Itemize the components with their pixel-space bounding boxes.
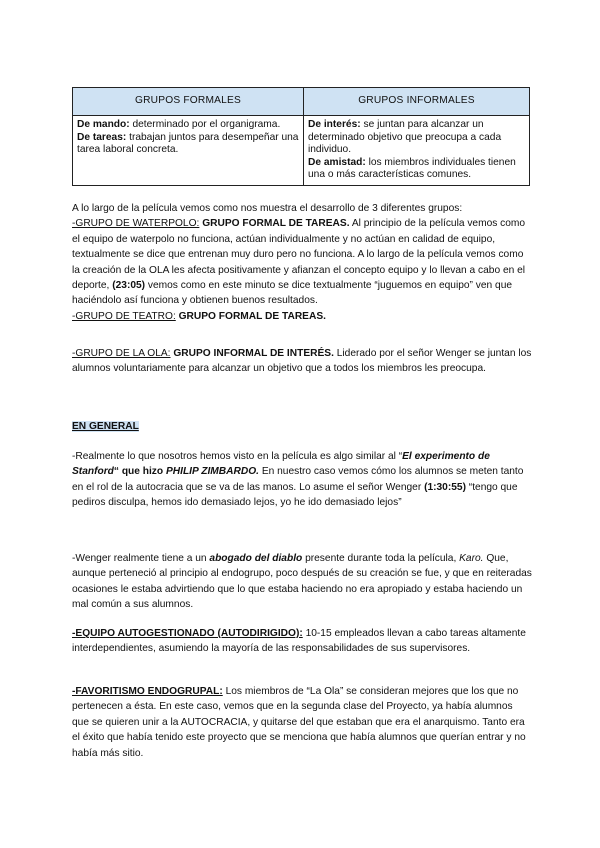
ola-type: GRUPO INFORMAL DE INTERÉS. [170,348,334,359]
formal-text: determinado por el organigrama. [129,119,281,130]
formal-item [77,132,299,157]
waterpolo-label: -GRUPO DE WATERPOLO: [72,218,200,230]
formal-term: De mando: [77,119,130,130]
waterpolo-type: GRUPO FORMAL DE TAREAS. [199,218,350,230]
informal-text: se juntan para alcanzar un determinado objetivo que preocupa a cada individuo. [308,119,502,156]
intro-paragraph: A lo largo de la película vemos como nos muestra el desarrollo de 3 diferentes grupos: [72,203,463,214]
stanford-section [72,449,532,511]
informal-cell [304,116,530,186]
stanford-quote-end: “ que hizo [113,466,166,478]
self-managed-paragraph [72,626,532,657]
formal-text: trabajan juntos para desempeñar una tarea laboral concreta. [77,131,299,156]
general-heading: EN GENERAL [72,421,139,432]
table-header-row [73,88,530,116]
devils-advocate-section [72,551,532,613]
general-heading-block [72,419,532,434]
informal-item [308,119,525,157]
self-managed-text: 10-15 empleados llevan a cabo tareas altamente interdependientes, asumiendo la mayoría de las responsabilidades de sus supervisores. [72,628,526,655]
favoritism-label: -FAVORITISMO ENDOGRUPAL: [72,686,223,697]
devils-advocate-paragraph [72,551,532,613]
self-managed-section [72,626,532,657]
wenger-timestamp: (1:30:55) [424,481,466,493]
informal-item [308,157,525,182]
informal-text: los miembros individuales tienen una o más características comunes. [308,156,516,181]
ola-paragraph [72,346,532,377]
table-row [73,116,530,186]
informal-term: De interés: [308,119,361,130]
favoritism-paragraph [72,684,532,761]
stanford-experiment: El experimento de Stanford [72,451,490,478]
devils-text-2: presente durante toda la película, [302,553,460,564]
header-formal: GRUPOS FORMALES [73,88,304,116]
devils-advocate-term: abogado del diablo [209,553,303,564]
ola-text: Liderado por el señor Wenger se juntan los alumnos voluntariamente para alcanzar un objetivo que a todos los miembros les preocupa. [72,348,532,375]
header-informal: GRUPOS INFORMALES [304,88,530,116]
zimbardo-name: PHILIP ZIMBARDO. [165,466,259,478]
wenger-quote: “tengo que pediros disculpa, hemos ido demasiado lejos, yo he ido demasiado lejos” [72,481,518,509]
devils-text-3: Que, aunque perteneció al principio al endogrupo, poco después de su creación se fue, y que en reiteradas ocasiones le estaba advirtiendo que lo que estaba haciendo no era apropiado y estaba haciendo un mal común a sus alumnos. [72,553,532,611]
waterpolo-text: Al principio de la película vemos como el equipo de waterpolo no funciona, actúan individualmente y no actúan en calidad de equipo, textualmente se dice que entrenan muy duro pero no funciona. A lo largo de la película vemos como la creación de la OLA les afecta positivamente y afianzan el concepto equipo y lo llevan a cabo en el deporte, [72,218,526,292]
groups-section [72,201,532,324]
stanford-text: -Realmente lo que nosotros hemos visto en la película es algo similar al “ [72,451,403,462]
teatro-type: GRUPO FORMAL DE TAREAS. [175,310,326,322]
informal-term: De amistad: [308,156,366,168]
waterpolo-timestamp: (23:05) [112,280,146,292]
formal-cell [73,116,304,186]
self-managed-label: -EQUIPO AUTOGESTIONADO (AUTODIRIGIDO): [72,628,303,639]
groups-table [72,87,530,186]
formal-term: De tareas: [77,131,127,143]
waterpolo-paragraph [72,216,532,308]
stanford-text-2: En nuestro caso vemos cómo los alumnos se meten tanto en el rol de la autocracia que se va de las manos. Lo asume el señor Wenger [72,466,524,493]
favoritism-text: Los miembros de “La Ola” se consideran mejores que los que no pertenecen a ésta. En este caso, vemos que en la segunda clase del Proyecto, ya había alumnos que se quieren unir a la AUTOCRACIA, y quitarse del que estaban que era el anarquismo. Tanto era el éxito que había tenido este proyecto que se menciona que había alumnos que querían entrar y no había más sitio. [72,686,526,759]
stanford-paragraph [72,449,532,511]
devils-text: -Wenger realmente tiene a un [72,553,210,564]
waterpolo-text-end: vemos como en este minuto se dice textualmente “juguemos en equipo” ven que haciéndolo así funciona y obtienen buenos resultados. [72,280,513,307]
ola-section [72,346,532,377]
teatro-paragraph [72,309,532,324]
formal-item [77,119,299,132]
ola-label: -GRUPO DE LA OLA: [72,348,171,359]
karo-name: Karo. [459,553,484,564]
teatro-label: -GRUPO DE TEATRO: [72,310,176,322]
favoritism-section [72,684,532,761]
